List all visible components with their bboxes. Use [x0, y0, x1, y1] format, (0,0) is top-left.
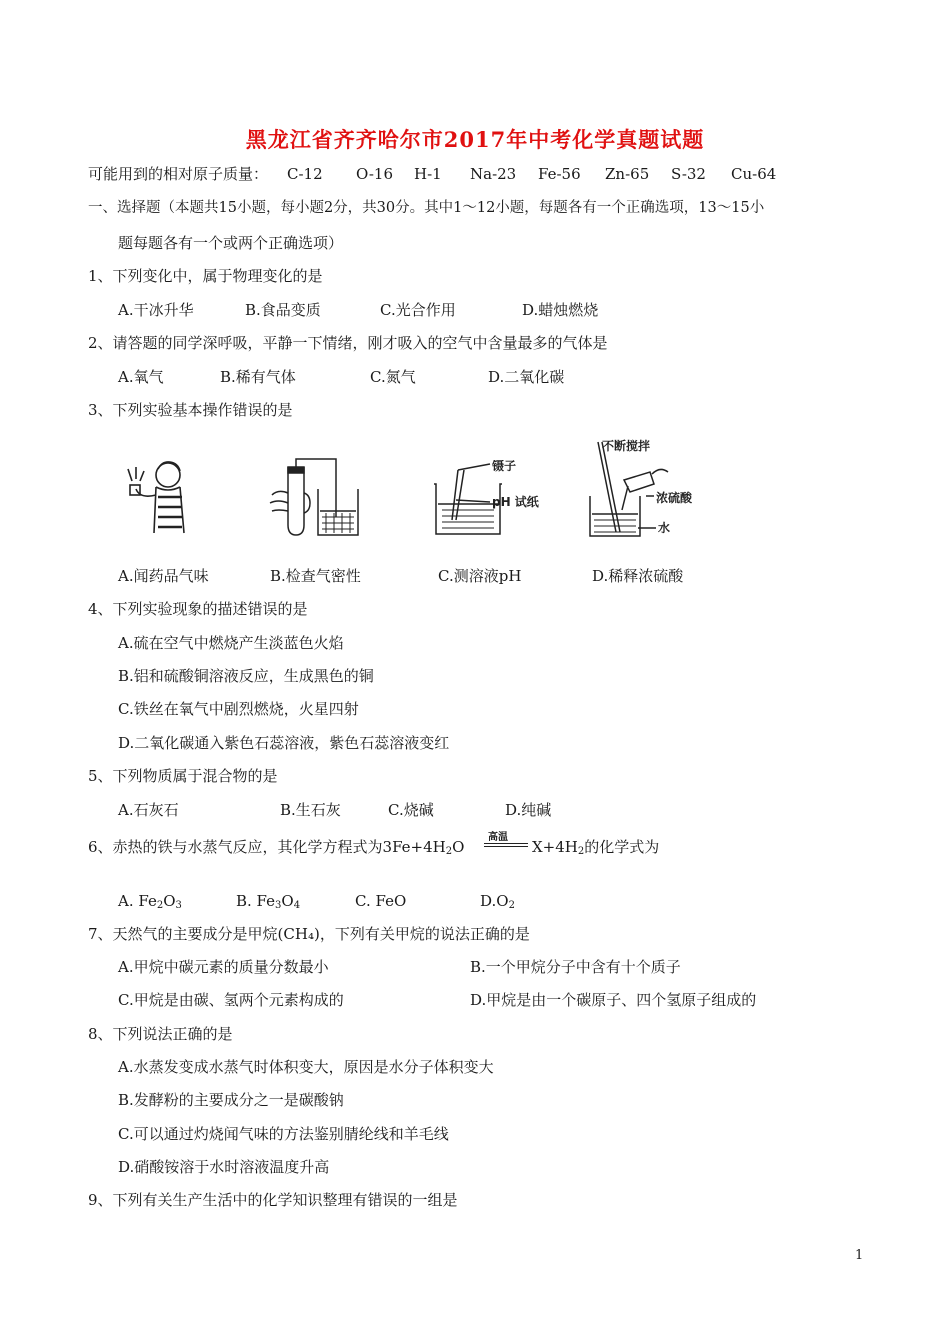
option-text: O	[163, 892, 176, 910]
option-b: B.生石灰	[280, 801, 341, 819]
atomic-mass-item: C-12	[287, 165, 323, 183]
stem-text: O	[452, 838, 465, 856]
option-text: A. Fe	[118, 892, 157, 910]
atomic-mass-label: 可能用到的相对原子质量：	[88, 165, 269, 183]
page-title: 黑龙江省齐齐哈尔市2017年中考化学真题试题	[245, 127, 705, 152]
option-a: A.氧气	[118, 368, 164, 386]
option-a: A.水蒸发变成水蒸气时体积变大，原因是水分子体积变大	[118, 1058, 494, 1076]
question-stem-cont	[532, 837, 659, 862]
reaction-arrow	[484, 826, 530, 856]
subscript: 2	[445, 846, 453, 857]
option-d: D.纯碱	[505, 801, 552, 819]
stem-text: X+4H	[532, 838, 578, 856]
question-stem: 5、下列物质属于混合物的是	[88, 767, 278, 785]
option-a: A.甲烷中碳元素的质量分数最小	[118, 958, 329, 976]
option-c: C.铁丝在氧气中剧烈燃烧，火星四射	[118, 700, 359, 718]
subscript: 2	[508, 900, 515, 911]
acid-label: 浓硫酸	[656, 491, 693, 505]
option-a: A.石灰石	[118, 801, 179, 819]
subscript: 4	[293, 900, 301, 911]
subscript: 2	[156, 900, 164, 911]
option-c: C.甲烷是由碳、氢两个元素构成的	[118, 991, 344, 1009]
atomic-mass-item: O-16	[356, 165, 394, 183]
option-c: C.光合作用	[380, 301, 456, 319]
page-number: 1	[855, 1248, 864, 1263]
option-a: A.硫在空气中燃烧产生淡蓝色火焰	[118, 634, 344, 652]
option-d: D.甲烷是由一个碳原子、四个氢原子组成的	[470, 991, 757, 1009]
question-stem: 2、请答题的同学深呼吸，平静一下情绪，刚才吸入的空气中含量最多的气体是	[88, 334, 608, 352]
option-text: D.O	[480, 892, 509, 910]
subscript: 2	[577, 846, 585, 857]
option-d: D.蜡烛燃烧	[522, 301, 599, 319]
question-stem: 9、下列有关生产生活中的化学知识整理有错误的一组是	[88, 1191, 458, 1209]
question-stem: 1、下列变化中，属于物理变化的是	[88, 267, 323, 285]
atomic-mass-item: S-32	[671, 165, 706, 183]
option-d: D.二氧化碳通入紫色石蕊溶液，紫色石蕊溶液变红	[118, 734, 450, 752]
question-stem: 7、天然气的主要成分是甲烷(CH₄)，下列有关甲烷的说法正确的是	[88, 925, 530, 943]
option-d: D.二氧化碳	[488, 368, 565, 386]
section-heading-cont: 题每题各有一个或两个正确选项）	[118, 234, 344, 252]
diluting-acid-figure	[584, 436, 714, 546]
question-stem: 4、下列实验现象的描述错误的是	[88, 600, 308, 618]
option-c: C.烧碱	[388, 801, 434, 819]
atomic-mass-item: H-1	[414, 165, 442, 183]
question-stem: 3、下列实验基本操作错误的是	[88, 401, 293, 419]
atomic-mass-item: Fe-56	[538, 165, 581, 183]
atomic-mass-item: Zn-65	[605, 165, 650, 183]
option-c: C.可以通过灼烧闻气味的方法鉴别腈纶线和羊毛线	[118, 1125, 449, 1143]
option-b: B.铝和硫酸铜溶液反应，生成黑色的铜	[118, 667, 374, 685]
option-text: B. Fe	[236, 892, 276, 910]
option-c: C.测溶液pH	[438, 567, 522, 585]
option-b: B.发酵粉的主要成分之一是碳酸钠	[118, 1091, 344, 1109]
option-c: C. FeO	[355, 892, 407, 910]
option-a	[118, 891, 182, 916]
question-stem	[88, 837, 464, 862]
stem-text: 的化学式为	[584, 838, 660, 856]
option-c: C.氮气	[370, 368, 416, 386]
smelling-figure	[118, 455, 208, 540]
option-b	[236, 891, 300, 916]
option-b: B.一个甲烷分子中含有十个质子	[470, 958, 681, 976]
stem-text: 6、赤热的铁与水蒸气反应，其化学方程式为3Fe+4H	[88, 838, 446, 856]
stir-label: 不断搅拌	[602, 439, 651, 453]
subscript: 3	[175, 900, 182, 911]
option-b: B.食品变质	[245, 301, 321, 319]
section-heading: 一、选择题（本题共15小题，每小题2分，共30分。其中1～12小题，每题各有一个正确选项，13～15小	[88, 200, 765, 216]
option-a: A.干冰升华	[118, 301, 194, 319]
option-text: O	[281, 892, 294, 910]
option-d: D.硝酸铵溶于水时溶液温度升高	[118, 1158, 330, 1176]
option-b: B.稀有气体	[220, 368, 296, 386]
atomic-mass-line	[88, 164, 268, 184]
option-d: D.稀释浓硫酸	[592, 567, 684, 585]
option-a: A.闻药品气味	[118, 567, 209, 585]
atomic-mass-item: Cu-64	[731, 165, 777, 183]
question-stem: 8、下列说法正确的是	[88, 1025, 233, 1043]
subscript: 3	[275, 900, 282, 911]
water-label: 水	[658, 521, 671, 535]
tweezers-label: 镊子	[492, 460, 517, 473]
option-b: B.检查气密性	[270, 567, 361, 585]
ph-paper-label: pH 试纸	[492, 495, 539, 509]
option-d	[480, 891, 515, 916]
atomic-mass-item: Na-23	[470, 165, 517, 183]
airtightness-figure	[258, 455, 368, 540]
reaction-condition: 高温	[488, 832, 508, 843]
ph-test-figure	[430, 460, 550, 540]
